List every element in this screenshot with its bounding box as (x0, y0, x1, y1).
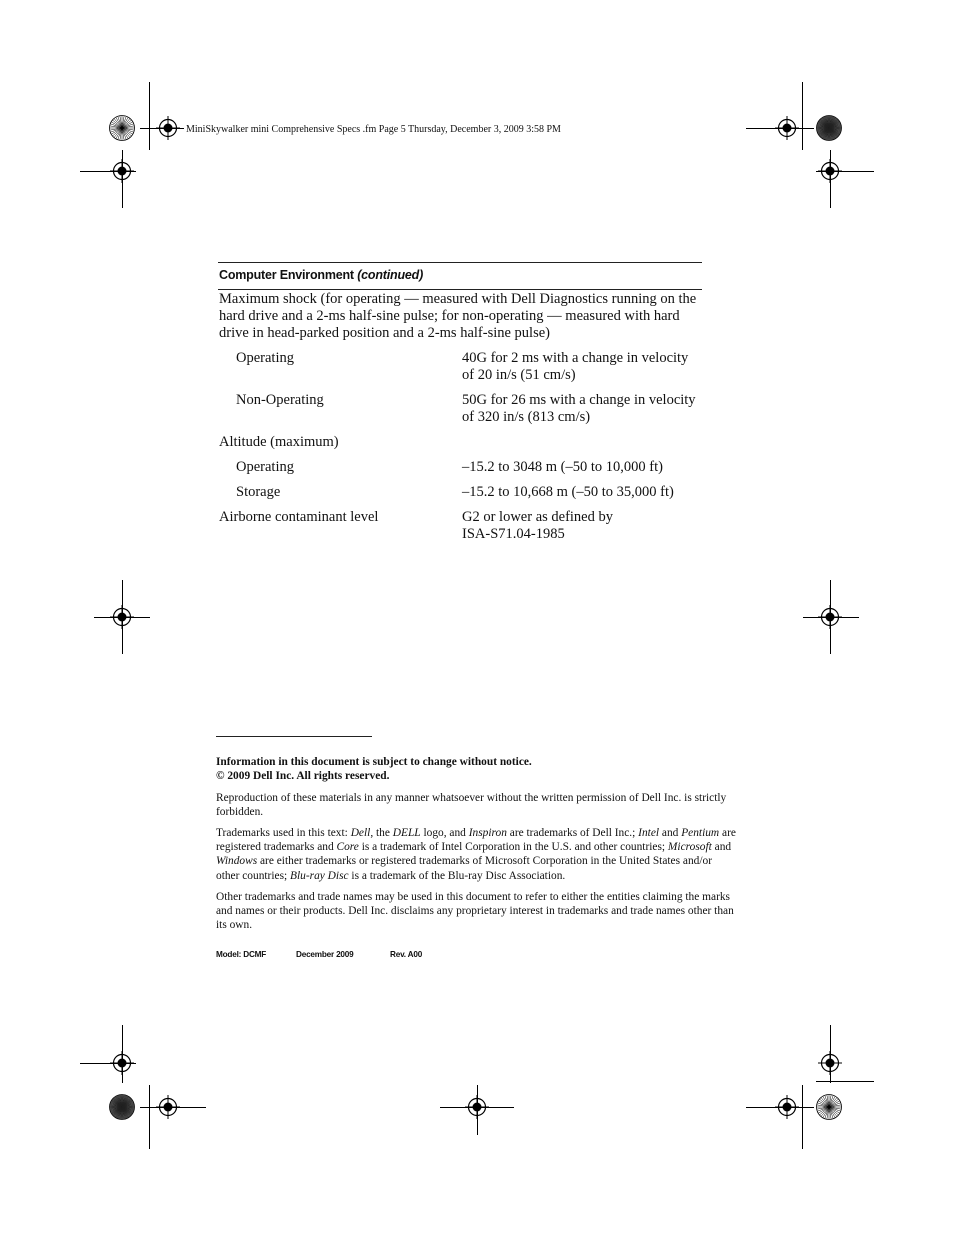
sunburst-mark-icon (816, 115, 842, 141)
contaminant-label: Airborne contaminant level (219, 509, 379, 525)
crop-mark (802, 1085, 803, 1149)
footer-revision: Rev. A00 (390, 950, 423, 959)
footer-model: Model: DCMF (216, 950, 267, 959)
contaminant-value: G2 or lower as defined by ISA-S71.04-1985 (462, 509, 613, 542)
sunburst-mark-icon (816, 1094, 842, 1120)
footer-date: December 2009 (296, 950, 354, 959)
altitude-storage-label: Storage (236, 484, 281, 500)
altitude-operating-value: –15.2 to 3048 m (–50 to 10,000 ft) (462, 459, 663, 475)
registration-target-icon (775, 116, 799, 140)
change-notice: Information in this document is subject to change without notice. © 2009 Dell Inc. All rights reserved. (216, 756, 532, 783)
registration-target-icon (156, 1095, 180, 1119)
footnote-divider (216, 736, 372, 737)
shock-nonoperating-value: 50G for 26 ms with a change in velocity of 320 in/s (813 cm/s) (462, 392, 696, 425)
registration-target-icon (110, 159, 134, 183)
crop-mark (149, 82, 150, 150)
crop-mark (149, 1085, 150, 1149)
crop-mark (816, 1081, 874, 1082)
shock-operating-label: Operating (236, 350, 294, 366)
registration-target-icon (818, 1051, 842, 1075)
crop-mark (802, 82, 803, 150)
shock-operating-value: 40G for 2 ms with a change in velocity of 20 in/s (51 cm/s) (462, 350, 689, 383)
registration-target-icon (818, 605, 842, 629)
registration-target-icon (110, 605, 134, 629)
other-trademarks-notice: Other trademarks and trade names may be used in this document to refer to either the entities claiming the marks and names or their products. Dell Inc. disclaims any proprietary interest in trademarks and trade names other than its own. (216, 891, 734, 932)
altitude-storage-value: –15.2 to 10,668 m (–50 to 35,000 ft) (462, 484, 674, 500)
registration-target-icon (818, 159, 842, 183)
registration-target-icon (110, 1051, 134, 1075)
registration-target-icon (465, 1095, 489, 1119)
trademarks-notice: Trademarks used in this text: Dell, the DELL logo, and Inspiron are trademarks of Dell Inc.; Intel and Pentium are registered trademarks and Core is a trademark of Intel Corporation in the U.S. and other countries; Microsoft and Windows are either trademarks or registered trademarks of Microsoft Corporation in the United States and/or other countries; Blu-ray Disc is a trademark of the Blu-ray Disc Association. (216, 827, 736, 882)
registration-target-icon (775, 1095, 799, 1119)
file-slug-line: MiniSkywalker mini Comprehensive Specs .fm Page 5 Thursday, December 3, 2009 3:58 PM (186, 124, 561, 135)
sunburst-mark-icon (109, 1094, 135, 1120)
shock-label: Maximum shock (for operating — measured with Dell Diagnostics running on the hard drive and a 2-ms half-sine pulse; for non-operating — measured with hard drive in head-parked position and a 2-ms half-sine pulse) (219, 291, 697, 341)
reproduction-notice: Reproduction of these materials in any manner whatsoever without the written permission of Dell Inc. is strictly forbidden. (216, 792, 727, 819)
table-heading-title: Computer Environment (219, 268, 354, 282)
shock-nonoperating-label: Non-Operating (236, 392, 324, 408)
sunburst-mark-icon (109, 115, 135, 141)
table-heading-suffix: (continued) (357, 268, 424, 282)
altitude-label: Altitude (maximum) (219, 434, 339, 450)
table-heading (218, 262, 702, 290)
altitude-operating-label: Operating (236, 459, 294, 475)
registration-target-icon (156, 116, 180, 140)
